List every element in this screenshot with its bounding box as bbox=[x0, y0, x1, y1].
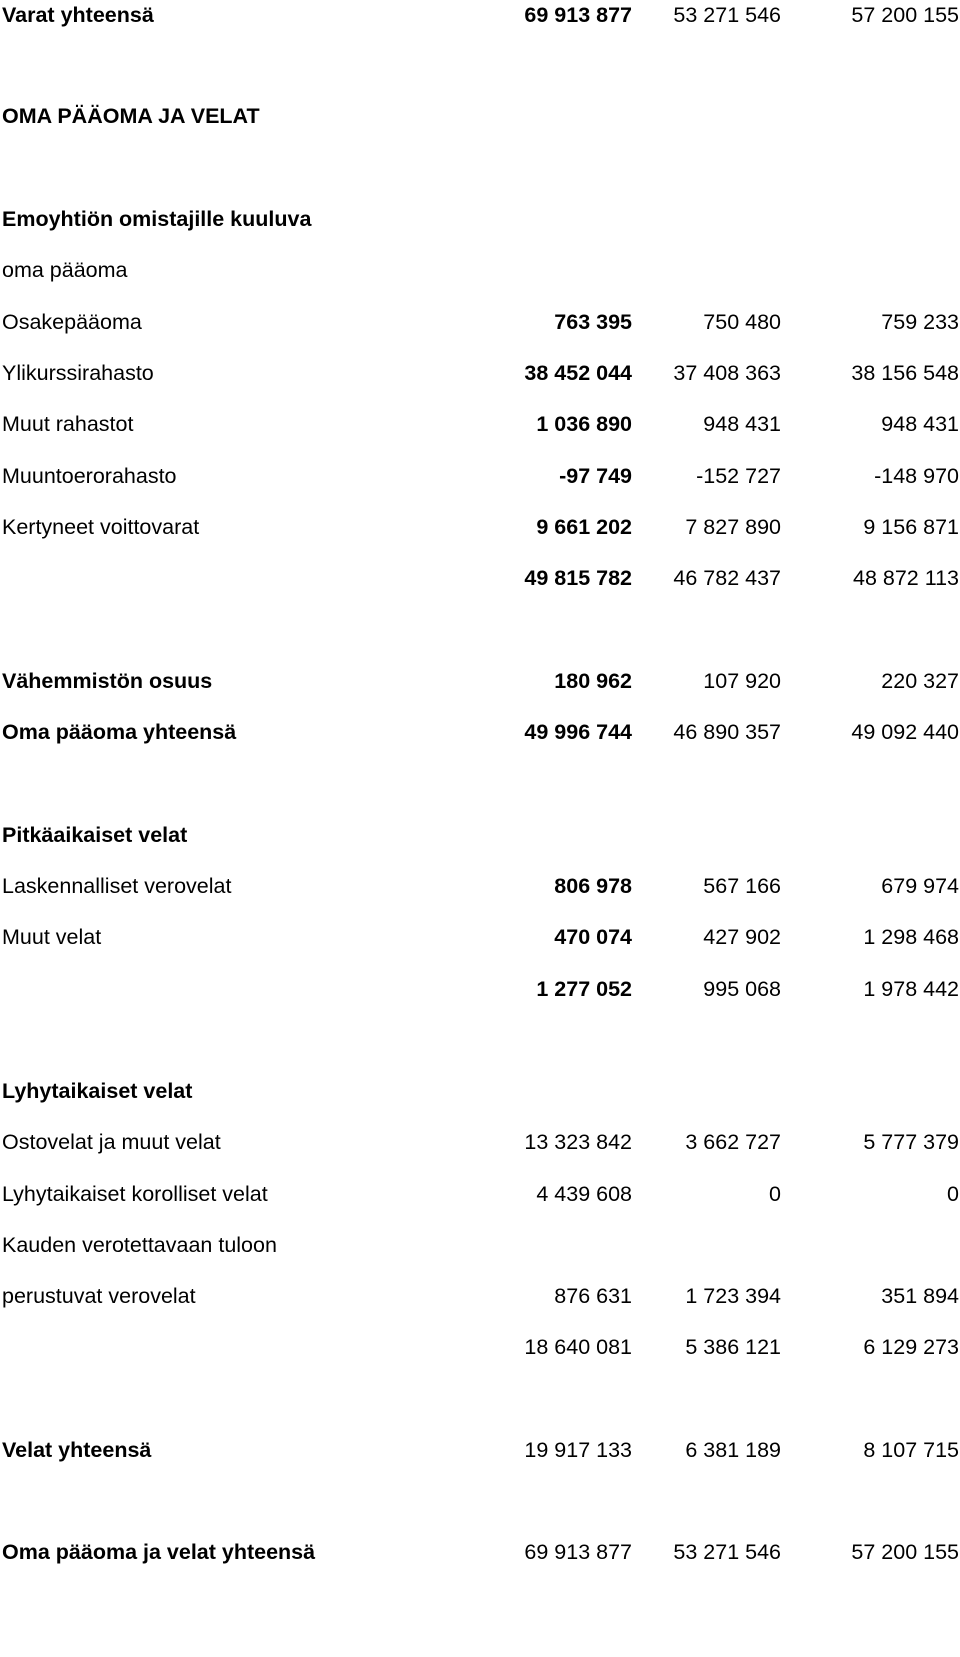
value-col3: 679 974 bbox=[881, 874, 959, 898]
value-col1: 4 439 608 bbox=[536, 1182, 632, 1206]
row-kauden-verotettavaan-line2 bbox=[0, 1281, 960, 1311]
row-label: Ostovelat ja muut velat bbox=[2, 1130, 221, 1154]
row-velat-yhteensa bbox=[0, 1435, 960, 1465]
row-muut-velat bbox=[0, 922, 960, 952]
value-col1: 69 913 877 bbox=[524, 1540, 632, 1564]
value-col2: 995 068 bbox=[703, 977, 781, 1001]
row-label: Laskennalliset verovelat bbox=[2, 874, 232, 898]
row-kertyneet-voittovarat bbox=[0, 512, 960, 542]
value-col3: 1 978 442 bbox=[863, 977, 959, 1001]
value-col3: 220 327 bbox=[881, 669, 959, 693]
value-col2: 46 890 357 bbox=[673, 720, 781, 744]
value-col1: 49 996 744 bbox=[524, 720, 632, 744]
value-col3: 8 107 715 bbox=[863, 1438, 959, 1462]
value-col1: -97 749 bbox=[559, 464, 632, 488]
value-col3: 0 bbox=[947, 1182, 959, 1206]
row-ostovelat bbox=[0, 1127, 960, 1157]
row-osakepaaoma bbox=[0, 307, 960, 337]
value-col1: 1 277 052 bbox=[536, 977, 632, 1001]
value-col1: 69 913 877 bbox=[524, 3, 632, 27]
value-col3: 948 431 bbox=[881, 412, 959, 436]
value-col1: 18 640 081 bbox=[524, 1335, 632, 1359]
value-col1: 38 452 044 bbox=[524, 361, 632, 385]
row-ylikurssirahasto bbox=[0, 358, 960, 388]
value-col2: 53 271 546 bbox=[673, 3, 781, 27]
value-col3: 1 298 468 bbox=[863, 925, 959, 949]
value-col3: -148 970 bbox=[874, 464, 959, 488]
row-label: Varat yhteensä bbox=[2, 3, 154, 27]
row-label: Osakepääoma bbox=[2, 310, 142, 334]
row-label: Lyhytaikaiset korolliset velat bbox=[2, 1182, 268, 1206]
value-col3: 5 777 379 bbox=[863, 1130, 959, 1154]
value-col1: 49 815 782 bbox=[524, 566, 632, 590]
value-col2: 6 381 189 bbox=[685, 1438, 781, 1462]
value-col1: 763 395 bbox=[554, 310, 632, 334]
row-label: Muut rahastot bbox=[2, 412, 134, 436]
value-col2: 948 431 bbox=[703, 412, 781, 436]
value-col2: 0 bbox=[769, 1182, 781, 1206]
value-col3: 49 092 440 bbox=[851, 720, 959, 744]
value-col2: 46 782 437 bbox=[673, 566, 781, 590]
subsection-heading: oma pääoma bbox=[2, 258, 128, 282]
row-label: Kertyneet voittovarat bbox=[2, 515, 200, 539]
row-label: Vähemmistön osuus bbox=[2, 669, 213, 693]
row-label: Muut velat bbox=[2, 925, 102, 949]
row-pitkaaikaiset-subtotal bbox=[0, 974, 960, 1004]
value-col3: 6 129 273 bbox=[863, 1335, 959, 1359]
value-col1: 9 661 202 bbox=[536, 515, 632, 539]
value-col2: 37 408 363 bbox=[673, 361, 781, 385]
row-laskennalliset-verovelat bbox=[0, 871, 960, 901]
subsection-heading: Emoyhtiön omistajille kuuluva bbox=[2, 207, 312, 231]
row-lyhytaikaiset-subtotal bbox=[0, 1332, 960, 1362]
row-label: Kauden verotettavaan tuloon bbox=[2, 1233, 277, 1257]
row-oma-paaoma-ja-velat-yhteensa bbox=[0, 1537, 960, 1567]
value-col1: 876 631 bbox=[554, 1284, 632, 1308]
value-col3: 48 872 113 bbox=[852, 566, 959, 590]
value-col1: 19 917 133 bbox=[524, 1438, 632, 1462]
row-label: Ylikurssirahasto bbox=[2, 361, 154, 385]
value-col3: 759 233 bbox=[881, 310, 959, 334]
value-col3: 38 156 548 bbox=[851, 361, 959, 385]
row-label: Oma pääoma ja velat yhteensä bbox=[2, 1540, 316, 1564]
row-lyhytaikaiset-korolliset bbox=[0, 1179, 960, 1209]
value-col3: 57 200 155 bbox=[851, 3, 959, 27]
row-oma-paaoma-yhteensa bbox=[0, 717, 960, 747]
value-col2: 53 271 546 bbox=[673, 1540, 781, 1564]
value-col2: 567 166 bbox=[703, 874, 781, 898]
value-col2: -152 727 bbox=[696, 464, 781, 488]
value-col1: 1 036 890 bbox=[536, 412, 632, 436]
value-col2: 5 386 121 bbox=[685, 1335, 781, 1359]
value-col3: 9 156 871 bbox=[863, 515, 959, 539]
value-col2: 3 662 727 bbox=[685, 1130, 781, 1154]
row-vahemmiston-osuus bbox=[0, 666, 960, 696]
section-heading-pitkaaikaiset-velat bbox=[0, 820, 960, 850]
value-col2: 427 902 bbox=[703, 925, 781, 949]
row-muuntoerorahasto bbox=[0, 461, 960, 491]
row-muut-rahastot bbox=[0, 409, 960, 439]
row-label: Muuntoerorahasto bbox=[2, 464, 177, 488]
subsection-heading-emoyhtio-line1 bbox=[0, 204, 960, 234]
value-col2: 107 920 bbox=[703, 669, 781, 693]
value-col2: 750 480 bbox=[703, 310, 781, 334]
value-col1: 13 323 842 bbox=[524, 1130, 632, 1154]
row-varat-yhteensa bbox=[0, 0, 960, 30]
row-label: Velat yhteensä bbox=[2, 1438, 152, 1462]
value-col2: 7 827 890 bbox=[685, 515, 781, 539]
section-heading: Lyhytaikaiset velat bbox=[2, 1079, 193, 1103]
value-col3: 57 200 155 bbox=[851, 1540, 959, 1564]
row-kauden-verotettavaan-line1 bbox=[0, 1230, 960, 1260]
section-heading: OMA PÄÄOMA JA VELAT bbox=[2, 104, 260, 128]
row-label: Oma pääoma yhteensä bbox=[2, 720, 237, 744]
row-label: perustuvat verovelat bbox=[2, 1284, 196, 1308]
row-emoyhtio-subtotal bbox=[0, 563, 960, 593]
value-col1: 180 962 bbox=[554, 669, 632, 693]
value-col1: 470 074 bbox=[554, 925, 632, 949]
value-col2: 1 723 394 bbox=[685, 1284, 781, 1308]
section-heading-lyhytaikaiset-velat bbox=[0, 1076, 960, 1106]
section-heading: Pitkäaikaiset velat bbox=[2, 823, 188, 847]
value-col3: 351 894 bbox=[881, 1284, 959, 1308]
value-col1: 806 978 bbox=[554, 874, 632, 898]
section-heading-oma-paaoma-ja-velat bbox=[0, 101, 960, 131]
subsection-heading-emoyhtio-line2 bbox=[0, 255, 960, 285]
